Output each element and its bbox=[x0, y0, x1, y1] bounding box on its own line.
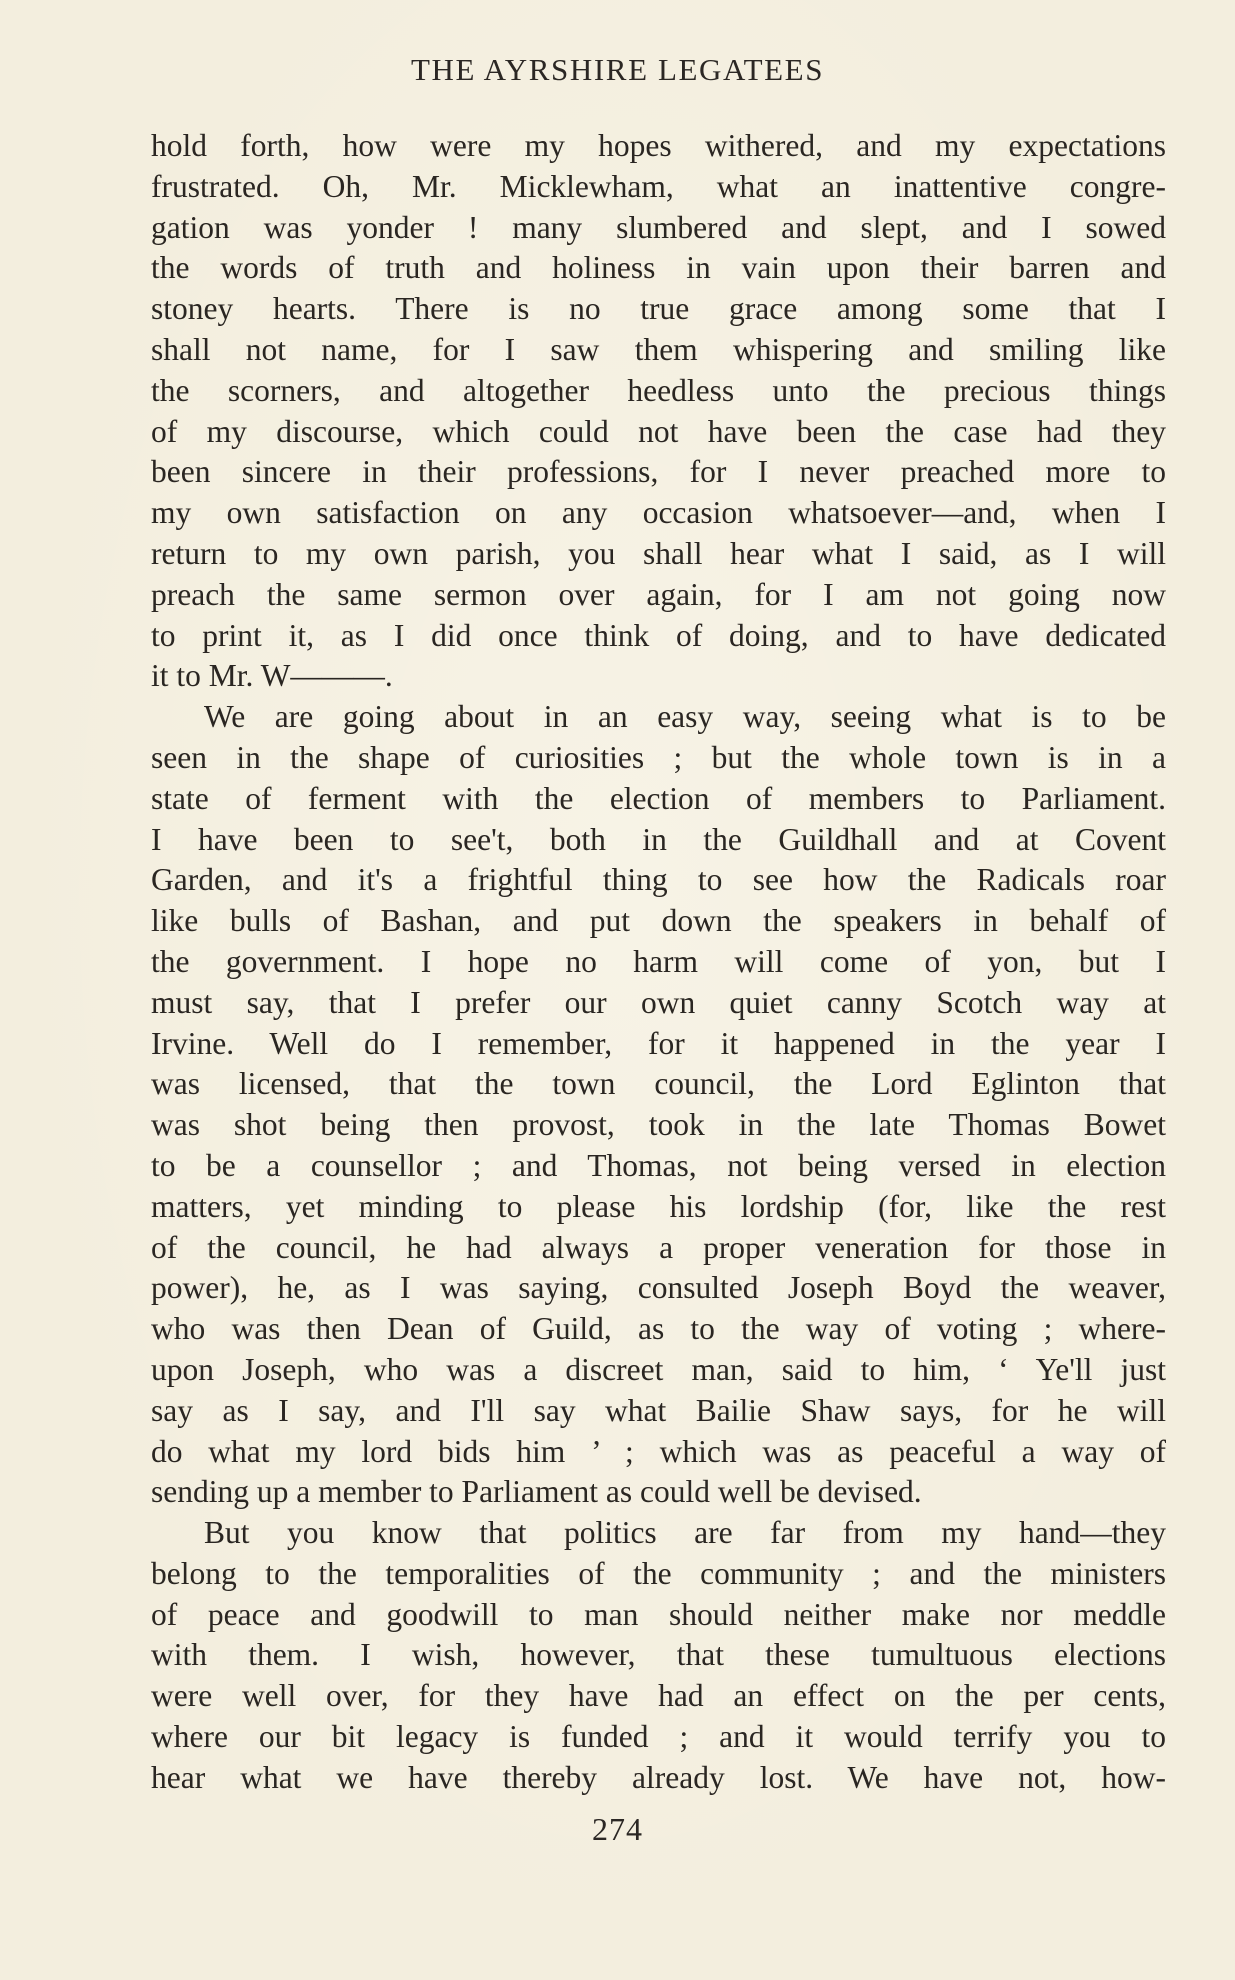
text-line: hear what we have thereby already lost. We have not, how- bbox=[151, 1759, 1166, 1795]
text-line: to print it, as I did once think of doing, and to have dedicated bbox=[151, 617, 1166, 653]
text-line: to be a counsellor ; and Thomas, not being versed in election bbox=[151, 1147, 1166, 1183]
text-line: the government. I hope no harm will come of yon, but I bbox=[151, 943, 1166, 979]
text-line: return to my own parish, you shall hear what I said, as I will bbox=[151, 535, 1166, 571]
text-line: preach the same sermon over again, for I am not going now bbox=[151, 576, 1166, 612]
text-line: shall not name, for I saw them whispering and smiling like bbox=[151, 331, 1166, 367]
text-line: were well over, for they have had an effect on the per cents, bbox=[151, 1678, 1166, 1714]
text-line: of the council, he had always a proper veneration for those in bbox=[151, 1229, 1166, 1265]
text-line: where our bit legacy is funded ; and it would terrify you to bbox=[151, 1719, 1166, 1755]
text-line: matters, yet minding to please his lordship (for, like the rest bbox=[151, 1188, 1166, 1224]
text-line: of peace and goodwill to man should neither make nor meddle bbox=[151, 1596, 1166, 1632]
text-line: of my discourse, which could not have been the case had they bbox=[151, 413, 1166, 449]
text-line: was licensed, that the town council, the Lord Eglinton that bbox=[151, 1066, 1166, 1102]
text-line: been sincere in their professions, for I never preached more to bbox=[151, 454, 1166, 490]
text-line: seen in the shape of curiosities ; but the whole town is in a bbox=[151, 739, 1166, 775]
text-line: I have been to see't, both in the Guildhall and at Covent bbox=[151, 821, 1166, 857]
text-line: say as I say, and I'll say what Bailie Shaw says, for he will bbox=[151, 1392, 1166, 1428]
text-line: state of ferment with the election of members to Parliament. bbox=[151, 780, 1166, 816]
paragraph-start-line: But you know that politics are far from my hand—they bbox=[204, 1515, 1166, 1551]
text-line: gation was yonder ! many slumbered and slept, and I sowed bbox=[151, 209, 1166, 245]
text-line: my own satisfaction on any occasion whatsoever—and, when I bbox=[151, 495, 1166, 531]
text-line: the scorners, and altogether heedless unto the precious things bbox=[151, 372, 1166, 408]
page-number: 274 bbox=[592, 1811, 643, 1847]
text-line: with them. I wish, however, that these tumultuous elections bbox=[151, 1637, 1166, 1673]
text-line: power), he, as I was saying, consulted Joseph Boyd the weaver, bbox=[151, 1270, 1166, 1306]
text-line: Garden, and it's a frightful thing to see how the Radicals roar bbox=[151, 862, 1166, 898]
text-line: sending up a member to Parliament as could well be devised. bbox=[151, 1474, 922, 1510]
text-line: hold forth, how were my hopes withered, and my expectations bbox=[151, 128, 1166, 163]
text-line: who was then Dean of Guild, as to the way of voting ; where- bbox=[151, 1311, 1166, 1347]
text-line: like bulls of Bashan, and put down the speakers in behalf of bbox=[151, 903, 1166, 939]
text-line: upon Joseph, who was a discreet man, said to him, ‘ Ye'll just bbox=[151, 1351, 1166, 1387]
text-line: must say, that I prefer our own quiet canny Scotch way at bbox=[151, 984, 1166, 1020]
body-text bbox=[151, 126, 1166, 1799]
text-line: Irvine. Well do I remember, for it happened in the year I bbox=[151, 1025, 1166, 1061]
text-line: belong to the temporalities of the community ; and the ministers bbox=[151, 1555, 1166, 1591]
paragraph-start-line: We are going about in an easy way, seeing what is to be bbox=[204, 699, 1166, 735]
text-line: do what my lord bids him ’ ; which was as peaceful a way of bbox=[151, 1433, 1166, 1469]
text-line: was shot being then provost, took in the late Thomas Bowet bbox=[151, 1107, 1166, 1143]
text-line: the words of truth and holiness in vain upon their barren and bbox=[151, 250, 1166, 286]
text-line: frustrated. Oh, Mr. Micklewham, what an inattentive congre- bbox=[151, 168, 1166, 204]
text-line: it to Mr. W———. bbox=[151, 658, 393, 694]
running-head: THE AYRSHIRE LEGATEES bbox=[410, 52, 825, 87]
text-line: stoney hearts. There is no true grace among some that I bbox=[151, 291, 1166, 327]
